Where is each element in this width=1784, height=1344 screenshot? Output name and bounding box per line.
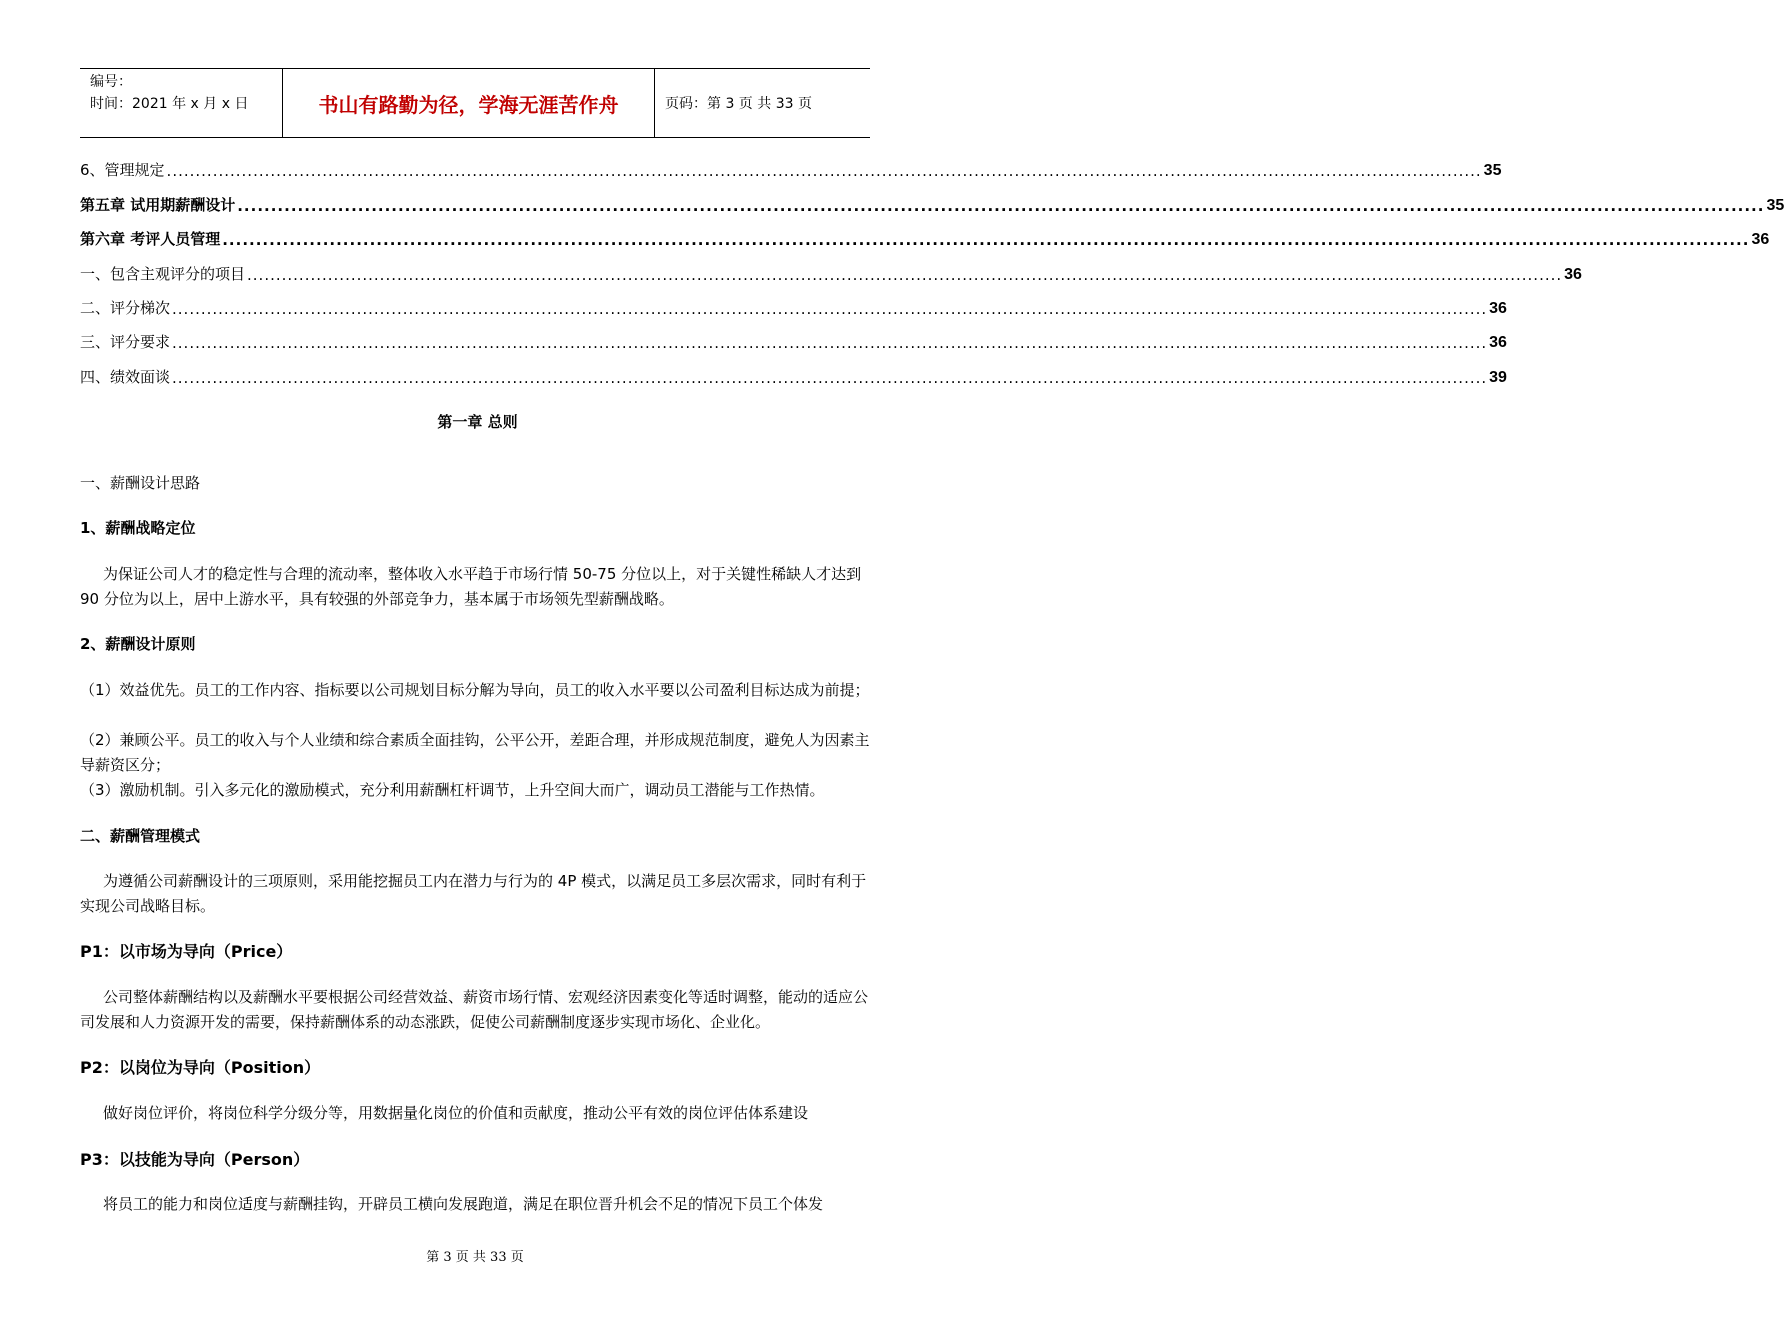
- toc-entry[interactable]: [80, 191, 1784, 215]
- list-item: （3）激励机制。引入多元化的激励模式，充分利用薪酬杠杆调节，上升空间大而广，调动员工潜能与工作热情。: [80, 781, 825, 799]
- paragraph: 做好岗位评价，将岗位科学分级分等，用数据量化岗位的价值和贡献度，推动公平有效的岗位评估体系建设: [103, 1104, 809, 1122]
- paragraph: 将员工的能力和岗位适度与薪酬挂钩，开辟员工横向发展跑道，满足在职位晋升机会不足的情况下员工个体发: [103, 1195, 824, 1213]
- toc-leader: ....................................................................................................................................................................................................................................: [247, 266, 1563, 284]
- header-page-info: 页码：第 3 页 共 33 页: [665, 96, 812, 112]
- toc-title: 二、评分梯次: [80, 299, 171, 317]
- toc-title: 一、包含主观评分的项目: [80, 265, 246, 283]
- toc-leader: ....................................................................................................................................................................................................................................: [222, 231, 1750, 249]
- toc-entry[interactable]: [80, 294, 1507, 318]
- toc-leader: ....................................................................................................................................................................................................................................: [172, 334, 1488, 352]
- subsection-title: P2：以岗位为导向（Position）: [80, 1058, 321, 1077]
- toc-entry[interactable]: [80, 363, 1507, 387]
- toc-leader: ....................................................................................................................................................................................................................................: [172, 369, 1488, 387]
- paragraph: 为保证公司人才的稳定性与合理的流动率，整体收入水平趋于市场行情 50-75 分位以上，对于关键性稀缺人才达到 90 分位为以上，居中上游水平，具有较强的外部竞争力，基本属于市场领先型薪酬战略。: [80, 565, 862, 608]
- toc-title: 6、管理规定: [80, 161, 165, 179]
- toc-entry[interactable]: [80, 156, 1502, 180]
- toc-title: 三、评分要求: [80, 333, 171, 351]
- header-meta: [80, 69, 282, 137]
- paragraph: 为遵循公司薪酬设计的三项原则，采用能挖掘员工内在潜力与行为的 4P 模式，以满足员工多层次需求，同时有利于实现公司战略目标。: [80, 872, 867, 915]
- page-footer: 第 3 页 共 33 页: [426, 1250, 524, 1265]
- toc-leader: ....................................................................................................................................................................................................................................: [166, 162, 1482, 180]
- document-number: 编号：: [90, 74, 132, 90]
- toc-leader: ....................................................................................................................................................................................................................................: [172, 300, 1488, 318]
- toc-title: 第六章 考评人员管理: [80, 230, 221, 248]
- subsection-title: 1、薪酬战略定位: [80, 519, 196, 537]
- toc-page: 36: [1489, 334, 1507, 351]
- toc-entry[interactable]: [80, 260, 1582, 284]
- document-date: 时间：2021 年 x 月 x 日: [90, 96, 249, 112]
- paragraph: 公司整体薪酬结构以及薪酬水平要根据公司经营效益、薪资市场行情、宏观经济因素变化等适时调整，能动的适应公司发展和人力资源开发的需要，保持薪酬体系的动态涨跌，促使公司薪酬制度逐步实现市场化、企业化。: [80, 988, 869, 1031]
- subsection-title: P3：以技能为导向（Person）: [80, 1150, 310, 1169]
- chapter-title: 第一章 总则: [437, 413, 518, 431]
- toc-page: 39: [1489, 369, 1507, 386]
- section-title: 一、薪酬设计思路: [80, 474, 201, 492]
- toc-page: 36: [1751, 231, 1770, 248]
- toc-page: 35: [1483, 162, 1502, 179]
- subsection-title: 2、薪酬设计原则: [80, 635, 196, 653]
- toc-page: 35: [1766, 197, 1784, 214]
- list-item: （2）兼顾公平。员工的收入与个人业绩和综合素质全面挂钩，公平公开，差距合理，并形成规范制度，避免人为因素主导薪资区分；: [80, 731, 870, 774]
- page-header: [80, 68, 870, 138]
- list-item: （1）效益优先。员工的工作内容、指标要以公司规划目标分解为导向，员工的收入水平要以公司盈利目标达成为前提；: [80, 681, 870, 699]
- toc-page: 36: [1564, 266, 1582, 283]
- header-motto: 书山有路勤为径，学海无涯苦作舟: [282, 69, 655, 137]
- toc-entry[interactable]: [80, 328, 1507, 352]
- toc-title: 四、绩效面谈: [80, 368, 171, 386]
- subsection-title: P1：以市场为导向（Price）: [80, 942, 293, 961]
- section-title: 二、薪酬管理模式: [80, 827, 201, 845]
- toc-page: 36: [1489, 300, 1507, 317]
- toc-leader: ....................................................................................................................................................................................................................................: [237, 197, 1765, 215]
- toc-title: 第五章 试用期薪酬设计: [80, 196, 236, 214]
- toc-entry[interactable]: [80, 225, 1770, 249]
